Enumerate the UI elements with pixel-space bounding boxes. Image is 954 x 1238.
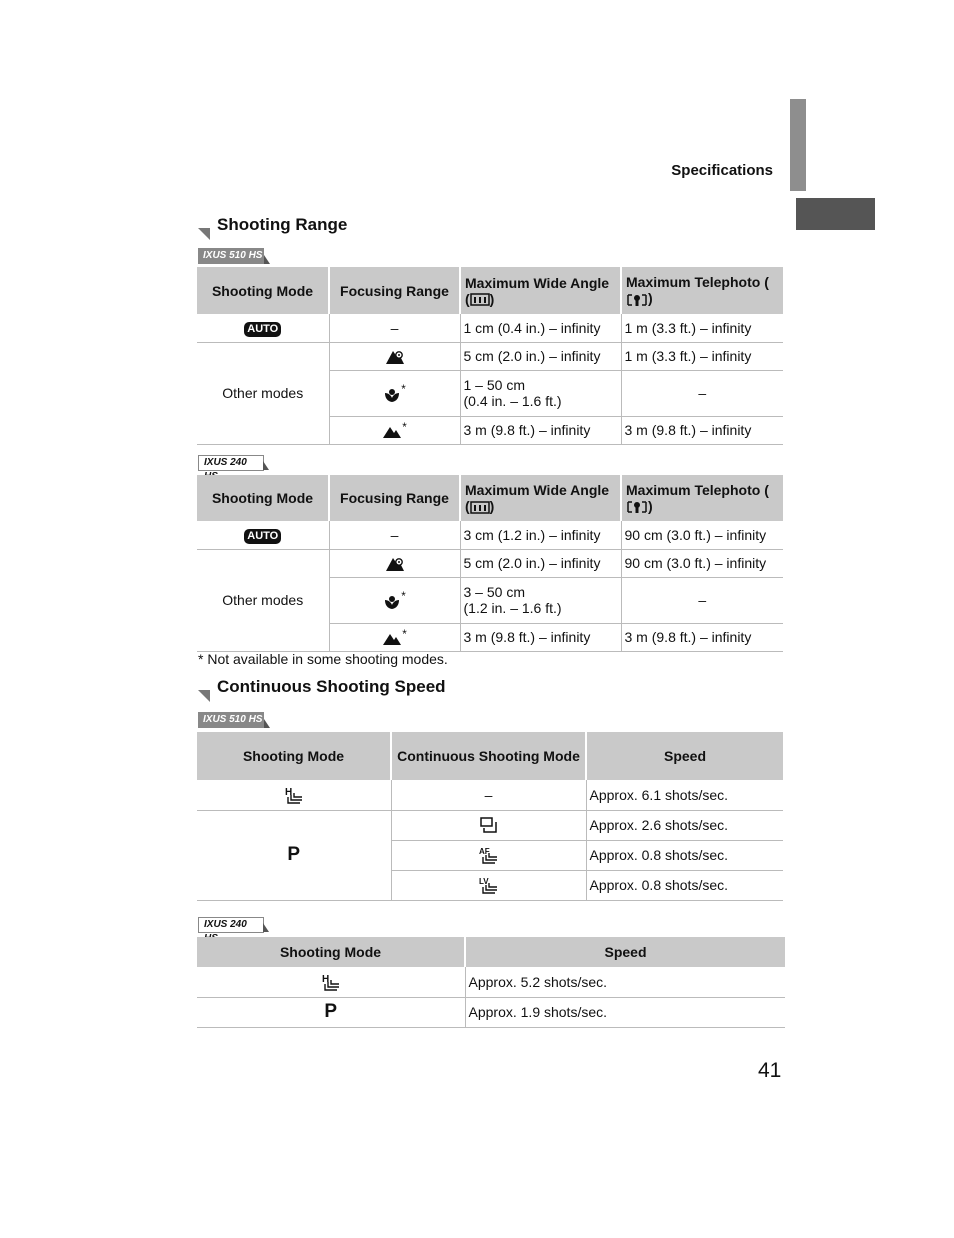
- model-badge-ixus240: IXUS 240: [198, 455, 264, 471]
- shooting-range-table-510: [197, 267, 783, 445]
- col-shooting-mode: Shooting Mode: [197, 937, 465, 967]
- svg-text:H: H: [321, 973, 329, 985]
- macro-flower-icon: [383, 386, 401, 402]
- shooting-range-title: Shooting Range: [217, 215, 348, 234]
- model-badge-ixus510: IXUS 510 HS: [198, 712, 264, 728]
- continuous-lv-icon: [479, 876, 499, 892]
- infinity-mountain-icon: [382, 630, 402, 646]
- col-max-wide: Maximum Wide Angle ( ): [460, 267, 621, 314]
- program-mode-icon: P: [324, 1001, 338, 1022]
- high-speed-burst-icon: [284, 785, 304, 801]
- table-row: * 3 – 50 cm (1.2 in. – 1.6 ft.) –: [197, 577, 783, 623]
- continuous-icon: [479, 816, 499, 832]
- high-speed-burst-icon: [321, 972, 341, 988]
- table-row: H – Approx. 6.1 shots/sec.: [197, 780, 783, 810]
- table-row: * 3 m (9.8 ft.) – infinity 3 m (9.8 ft.) – infinity: [197, 416, 783, 444]
- table-row: P Approx. 1.9 shots/sec.: [197, 997, 785, 1027]
- auto-mode-icon: AUTO: [244, 529, 281, 544]
- col-speed: Speed: [465, 937, 785, 967]
- continuous-speed-title: Continuous Shooting Speed: [217, 677, 446, 696]
- col-max-wide: Maximum Wide Angle ( ): [460, 475, 621, 521]
- page-number: 41: [758, 1059, 782, 1082]
- model-badge-ixus510: IXUS 510 HS: [198, 248, 264, 264]
- table-row: H Approx. 5.2 shots/sec.: [197, 967, 785, 997]
- continuous-af-icon: [479, 846, 499, 862]
- chapter-tab-block: [796, 198, 875, 230]
- col-focusing-range: Focusing Range: [329, 267, 460, 314]
- col-continuous-mode: Continuous Shooting Mode: [391, 732, 586, 780]
- telephoto-icon: [626, 498, 648, 514]
- wide-angle-icon: [470, 291, 490, 307]
- col-max-tele: Maximum Telephoto (): [621, 475, 783, 521]
- svg-text:AF: AF: [478, 847, 490, 856]
- table-row: Other modes 5 cm (2.0 in.) – infinity 90 cm (3.0 ft.) – infinity: [197, 549, 783, 577]
- table-row: AUTO – 1 cm (0.4 in.) – infinity 1 m (3.3 ft.) – infinity: [197, 314, 783, 342]
- col-max-tele: Maximum Telephoto (): [621, 267, 783, 314]
- table-row: AF Approx. 0.8 shots/sec.: [197, 840, 783, 870]
- continuous-table-240: [197, 937, 785, 1028]
- wide-angle-icon: [470, 498, 490, 514]
- section-marker-icon: [198, 690, 210, 702]
- col-shooting-mode: Shooting Mode: [197, 267, 329, 314]
- running-header: Specifications: [671, 162, 773, 179]
- chapter-tab-bar: [790, 99, 806, 191]
- col-shooting-mode: Shooting Mode: [197, 475, 329, 521]
- continuous-table-510: [197, 732, 783, 901]
- program-mode-icon: P: [287, 844, 301, 865]
- table-row: Other modes 5 cm (2.0 in.) – infinity 1 m (3.3 ft.) – infinity: [197, 342, 783, 370]
- col-focusing-range: Focusing Range: [329, 475, 460, 521]
- normal-focus-icon: [385, 347, 405, 363]
- svg-text:H: H: [284, 786, 292, 798]
- col-shooting-mode: Shooting Mode: [197, 732, 391, 780]
- model-badge-ixus240: IXUS 240: [198, 917, 264, 933]
- table-row: * 3 m (9.8 ft.) – infinity 3 m (9.8 ft.) – infinity: [197, 623, 783, 651]
- footnote: * Not available in some shooting modes.: [198, 651, 448, 667]
- table-row: LV Approx. 0.8 shots/sec.: [197, 870, 783, 900]
- shooting-range-table-240: [197, 475, 783, 652]
- infinity-mountain-icon: [382, 423, 402, 439]
- col-speed: Speed: [586, 732, 783, 780]
- table-row: * 1 – 50 cm (0.4 in. – 1.6 ft.) –: [197, 370, 783, 416]
- svg-text:LV: LV: [478, 877, 489, 886]
- table-row: P Approx. 2.6 shots/sec.: [197, 810, 783, 840]
- section-marker-icon: [198, 228, 210, 240]
- macro-flower-icon: [383, 593, 401, 609]
- normal-focus-icon: [385, 554, 405, 570]
- telephoto-icon: [626, 290, 648, 306]
- auto-mode-icon: AUTO: [244, 322, 281, 337]
- table-row: AUTO – 3 cm (1.2 in.) – infinity 90 cm (3.0 ft.) – infinity: [197, 521, 783, 549]
